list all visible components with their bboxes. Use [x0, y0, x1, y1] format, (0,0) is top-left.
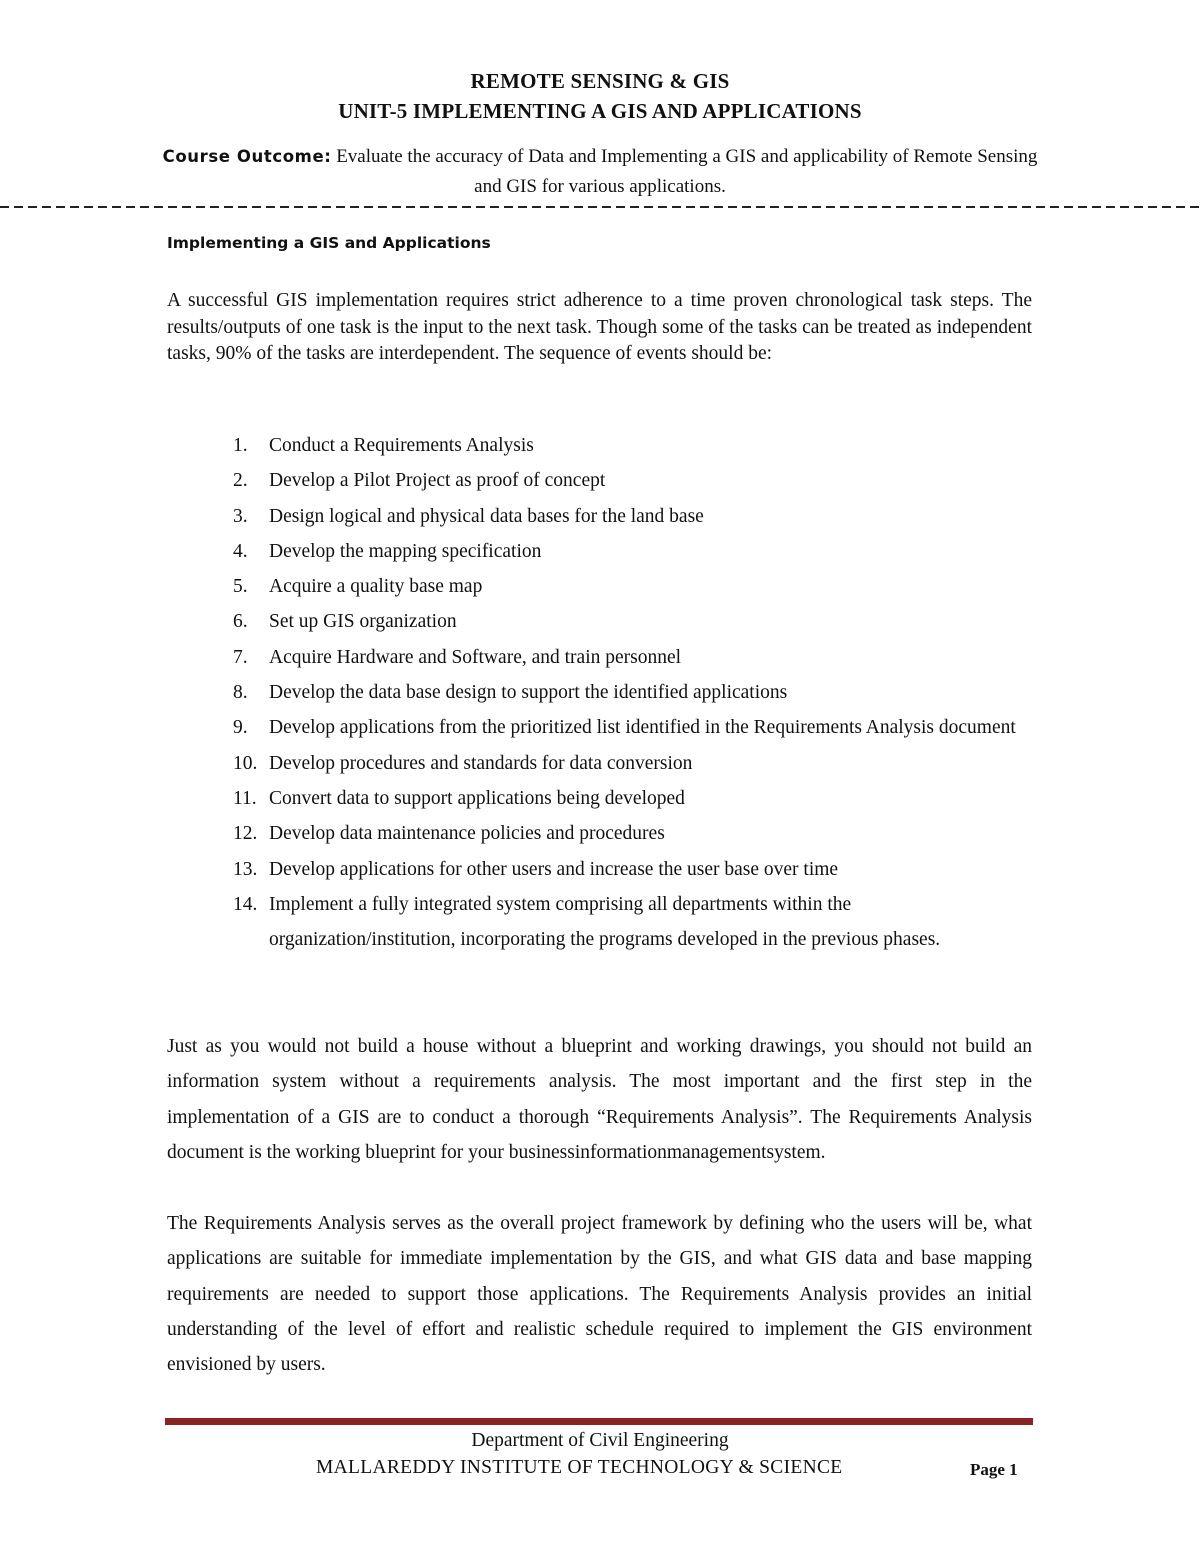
list-item-number: 6. — [233, 611, 248, 633]
list-item-number: 2. — [233, 470, 248, 492]
list-item — [167, 463, 1037, 498]
list-item — [167, 887, 1037, 958]
project-framework-paragraph: The Requirements Analysis serves as the overall project framework by defining who the users will be, what applications are suitable for immediate implementation by the GIS, and what GIS data and base mapping requirements are needed to support those applications. The Requirements Analysis provides an initial understanding of the level of effort and realistic schedule required to implement the GIS environment envisioned by users. — [167, 1213, 1032, 1376]
list-item-text: Implement a fully integrated system comprising all departments within the organization/institution, incorporating the programs developed in the previous phases. — [269, 893, 941, 951]
list-item — [167, 781, 1037, 816]
course-outcome-text: Evaluate the accuracy of Data and Implementing a GIS and applicability of Remote Sensing and GIS for various applications. — [331, 146, 1038, 197]
footer-divider — [165, 1418, 1033, 1425]
list-item-text: Develop applications from the prioritized list identified in the Requirements Analysis document — [269, 717, 1016, 739]
dashed-divider — [0, 202, 1200, 212]
list-item-text: Develop the mapping specification — [269, 540, 542, 562]
list-item — [167, 534, 1037, 569]
list-item-number: 13. — [233, 858, 258, 880]
footer-institute: MALLAREDDY INSTITUTE OF TECHNOLOGY & SCIENCE — [316, 1457, 843, 1478]
list-item — [167, 499, 1037, 534]
list-item-text: Acquire Hardware and Software, and train personnel — [269, 646, 682, 668]
list-item-number: 12. — [233, 823, 258, 845]
list-item-number: 5. — [233, 576, 248, 598]
document-title: REMOTE SENSING & GIS — [470, 69, 730, 93]
list-item — [167, 852, 1037, 887]
list-item-text: Convert data to support applications being developed — [269, 787, 685, 809]
list-item-number: 9. — [233, 717, 248, 739]
list-item-number: 14. — [233, 893, 258, 915]
list-item — [167, 604, 1037, 639]
requirements-analysis-paragraph: Just as you would not build a house without a blueprint and working drawings, you should not build an information system without a requirements analysis. The most important and the first step in the implementation of a GIS are to conduct a thorough “Requirements Analysis”. The Requirements Analysis document is the working blueprint for your businessinformationmanagementsystem. — [167, 1036, 1032, 1163]
unit-title: UNIT-5 IMPLEMENTING A GIS AND APPLICATIONS — [338, 99, 862, 123]
list-item — [167, 675, 1037, 710]
implementation-steps-list — [167, 428, 1037, 957]
list-item-number: 4. — [233, 540, 248, 562]
list-item-number: 1. — [233, 435, 248, 456]
list-item-text: Develop the data base design to support the identified applications — [269, 682, 788, 704]
list-item-number: 8. — [233, 682, 248, 704]
list-item-number: 3. — [233, 505, 248, 527]
intro-paragraph: A successful GIS implementation requires strict adherence to a time proven chronological task steps. The results/outputs of one task is the input to the next task. Though some of the tasks can be treated as independent tasks, 90% of the tasks are interdependent. The sequence of events should be: — [167, 290, 1032, 364]
list-item-text: Develop a Pilot Project as proof of concept — [269, 470, 606, 492]
footer-department: Department of Civil Engineering — [471, 1430, 729, 1451]
list-item-text: Acquire a quality base map — [269, 576, 483, 598]
section-heading: Implementing a GIS and Applications — [167, 234, 491, 252]
list-item — [167, 640, 1037, 675]
list-item — [167, 746, 1037, 781]
page-number: Page 1 — [970, 1460, 1018, 1479]
course-outcome — [160, 142, 1040, 202]
list-item-text: Develop data maintenance policies and procedures — [269, 823, 665, 845]
list-item — [167, 816, 1037, 851]
list-item — [167, 569, 1037, 604]
list-item — [167, 428, 1037, 463]
list-item-text: Develop procedures and standards for data conversion — [269, 752, 693, 774]
list-item-text: Develop applications for other users and increase the user base over time — [269, 858, 839, 880]
list-item-text: Set up GIS organization — [269, 611, 457, 633]
list-item-number: 7. — [233, 646, 248, 668]
course-outcome-label: Course Outcome: — [162, 147, 332, 166]
list-item-text: Design logical and physical data bases for the land base — [269, 505, 704, 527]
list-item-number: 10. — [233, 752, 258, 774]
list-item-number: 11. — [233, 787, 257, 809]
list-item — [167, 710, 1037, 745]
list-item-text: Conduct a Requirements Analysis — [269, 435, 534, 456]
